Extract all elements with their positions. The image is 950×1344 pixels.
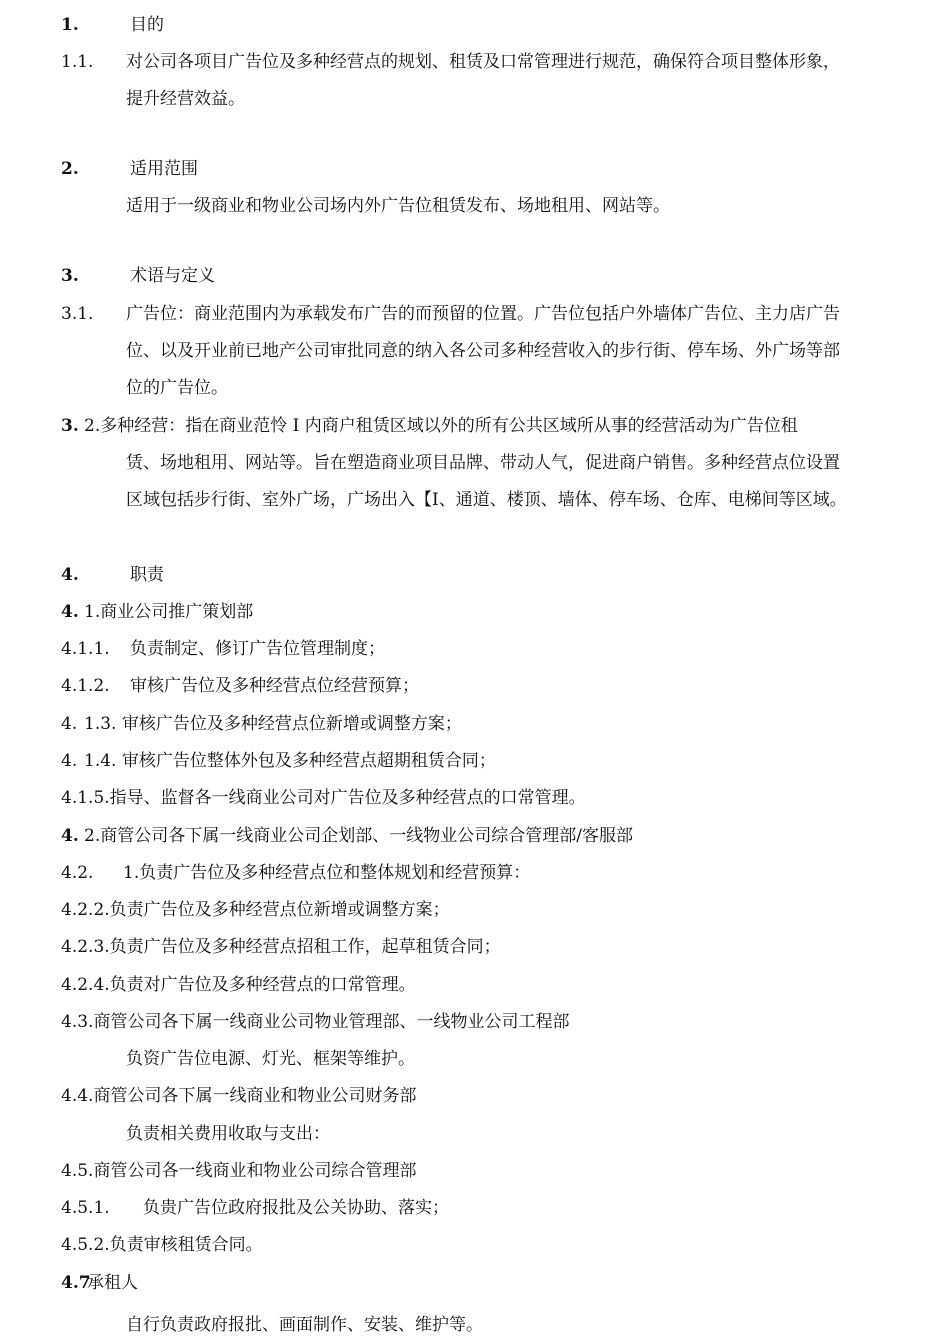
section-number: 3. [61, 266, 79, 286]
list-item [0, 1153, 950, 1190]
paragraph-number: 3. [61, 416, 79, 436]
section-number: 1. [61, 15, 79, 35]
list-item [0, 743, 950, 780]
paragraph-3-2-cont [0, 445, 950, 482]
item-number: 4. [61, 714, 78, 734]
paragraph-text: 对公司各项目广告位及多种经营点的规划、租赁及口常管理进行规范，确保符合项目整体形象， [126, 52, 840, 72]
item-text: 4.4.商管公司各下属一线商业和物业公司财务部 [61, 1086, 417, 1106]
item-number: 4.5.1. [61, 1198, 110, 1218]
item-text: 自行负责政府报批、画面制作、安装、维护等。 [126, 1315, 483, 1335]
item-text: 负贵广告位政府报批及公关协助、落实； [143, 1198, 449, 1218]
section-number: 4. [61, 565, 79, 585]
section-number: 2. [61, 159, 79, 179]
section-2-heading [0, 151, 950, 188]
paragraph-text: 广告位：商业范围内为承载发布广告的而预留的位置。广告位包括户外墙体广告位、主力店广告 [126, 304, 840, 324]
item-text: 1.3. 审核广告位及多种经营点位新增或调整方案； [84, 714, 462, 734]
item-text: 审核广告位及多种经营点位经营预算； [130, 676, 419, 696]
paragraph-1-1-cont [0, 81, 950, 118]
paragraph-3-1-cont [0, 370, 950, 407]
section-title: 适用范围 [130, 159, 198, 179]
paragraph-number: 1.1. [61, 52, 94, 72]
list-item [0, 1116, 950, 1153]
item-text: 4.2.3.负责广告位及多种经营点招租工作，起草租赁合同； [61, 937, 501, 957]
paragraph-text: 位的广告位。 [126, 378, 228, 398]
item-text: 承租人 [87, 1273, 138, 1293]
list-item [0, 929, 950, 966]
list-item [0, 1078, 950, 1115]
paragraph-text: 区域包括步行街、室外广场，广场出入【I、通道、楼顶、墙体、停车场、仓库、电梯间等区域。 [126, 490, 847, 510]
item-text: 1.商业公司推广策划部 [84, 602, 254, 622]
list-item [0, 594, 950, 631]
paragraph-3-1 [0, 296, 950, 333]
list-item [0, 1004, 950, 1041]
paragraph-3-1-cont [0, 333, 950, 370]
item-text: 负责相关费用收取与支出： [126, 1124, 330, 1144]
section-4-heading [0, 557, 950, 594]
item-text: 4.5.2.负责审核租赁合同。 [61, 1235, 263, 1255]
list-item [0, 967, 950, 1004]
list-item [0, 1227, 950, 1264]
paragraph-text: 2.多种经营：指在商业范怜 I 内商户租赁区域以外的所有公共区域所从事的经营活动为广告位租 [84, 416, 798, 436]
item-number: 4. [61, 826, 79, 846]
list-item [0, 780, 950, 817]
item-text: 1.负责广告位及多种经营点位和整体规划和经营预算： [123, 863, 531, 883]
paragraph-3-2-cont [0, 482, 950, 519]
item-text: 负责制定、修订广告位管理制度； [130, 639, 385, 659]
paragraph-text: 赁、场地租用、网站等。旨在塑造商业项目品牌、带动人气，促进商户销售。多种经营点位设置 [126, 453, 840, 473]
list-item [0, 1190, 950, 1227]
item-text: 4.3.商管公司各下属一线商业公司物业管理部、一线物业公司工程部 [61, 1012, 570, 1032]
section-3-heading [0, 258, 950, 295]
item-number: 4. [61, 602, 79, 622]
section-title: 术语与定义 [130, 266, 215, 286]
section-title: 职责 [130, 565, 164, 585]
paragraph-1-1 [0, 44, 950, 81]
paragraph-3-2 [0, 408, 950, 445]
item-text: 2.商管公司各下属一线商业公司企划部、一线物业公司综合管理部/客服部 [84, 826, 633, 846]
list-item [0, 855, 950, 892]
list-item [0, 631, 950, 668]
item-number: 4. [61, 751, 78, 771]
item-text: 1.4. 审核广告位整体外包及多种经营点超期租赁合同； [84, 751, 496, 771]
paragraph-text: 适用于一级商业和物业公司场内外广告位租赁发布、场地租用、网站等。 [126, 196, 670, 216]
item-number: 4.1.2. [61, 676, 110, 696]
item-text: 4.5.商管公司各一线商业和物业公司综合管理部 [61, 1161, 417, 1181]
paragraph-text: 提升经营效益。 [126, 89, 245, 109]
section-title: 目的 [130, 15, 164, 35]
list-item [0, 668, 950, 705]
list-item [0, 1041, 950, 1078]
item-text: 4.1.5.指导、监督各一线商业公司对广告位及多种经营点的口常管理。 [61, 788, 586, 808]
paragraph-2 [0, 188, 950, 225]
paragraph-number: 3.1. [61, 304, 94, 324]
list-item [0, 818, 950, 855]
list-item [0, 1307, 950, 1344]
item-text: 4.2.4.负责对广告位及多种经营点的口常管理。 [61, 975, 416, 995]
list-item [0, 706, 950, 743]
item-text: 负资广告位电源、灯光、框架等维护。 [126, 1049, 415, 1069]
item-number: 4.1.1. [61, 639, 110, 659]
section-1-heading [0, 7, 950, 44]
item-text: 4.2.2.负责广告位及多种经营点位新增或调整方案； [61, 900, 450, 920]
item-number: 4.7 [61, 1273, 91, 1293]
list-item [0, 892, 950, 929]
item-number: 4.2. [61, 863, 94, 883]
list-item [0, 1265, 950, 1302]
paragraph-text: 位、以及开业前已地产公司审批同意的纳入各公司多种经营收入的步行街、停车场、外广场等部 [126, 341, 840, 361]
